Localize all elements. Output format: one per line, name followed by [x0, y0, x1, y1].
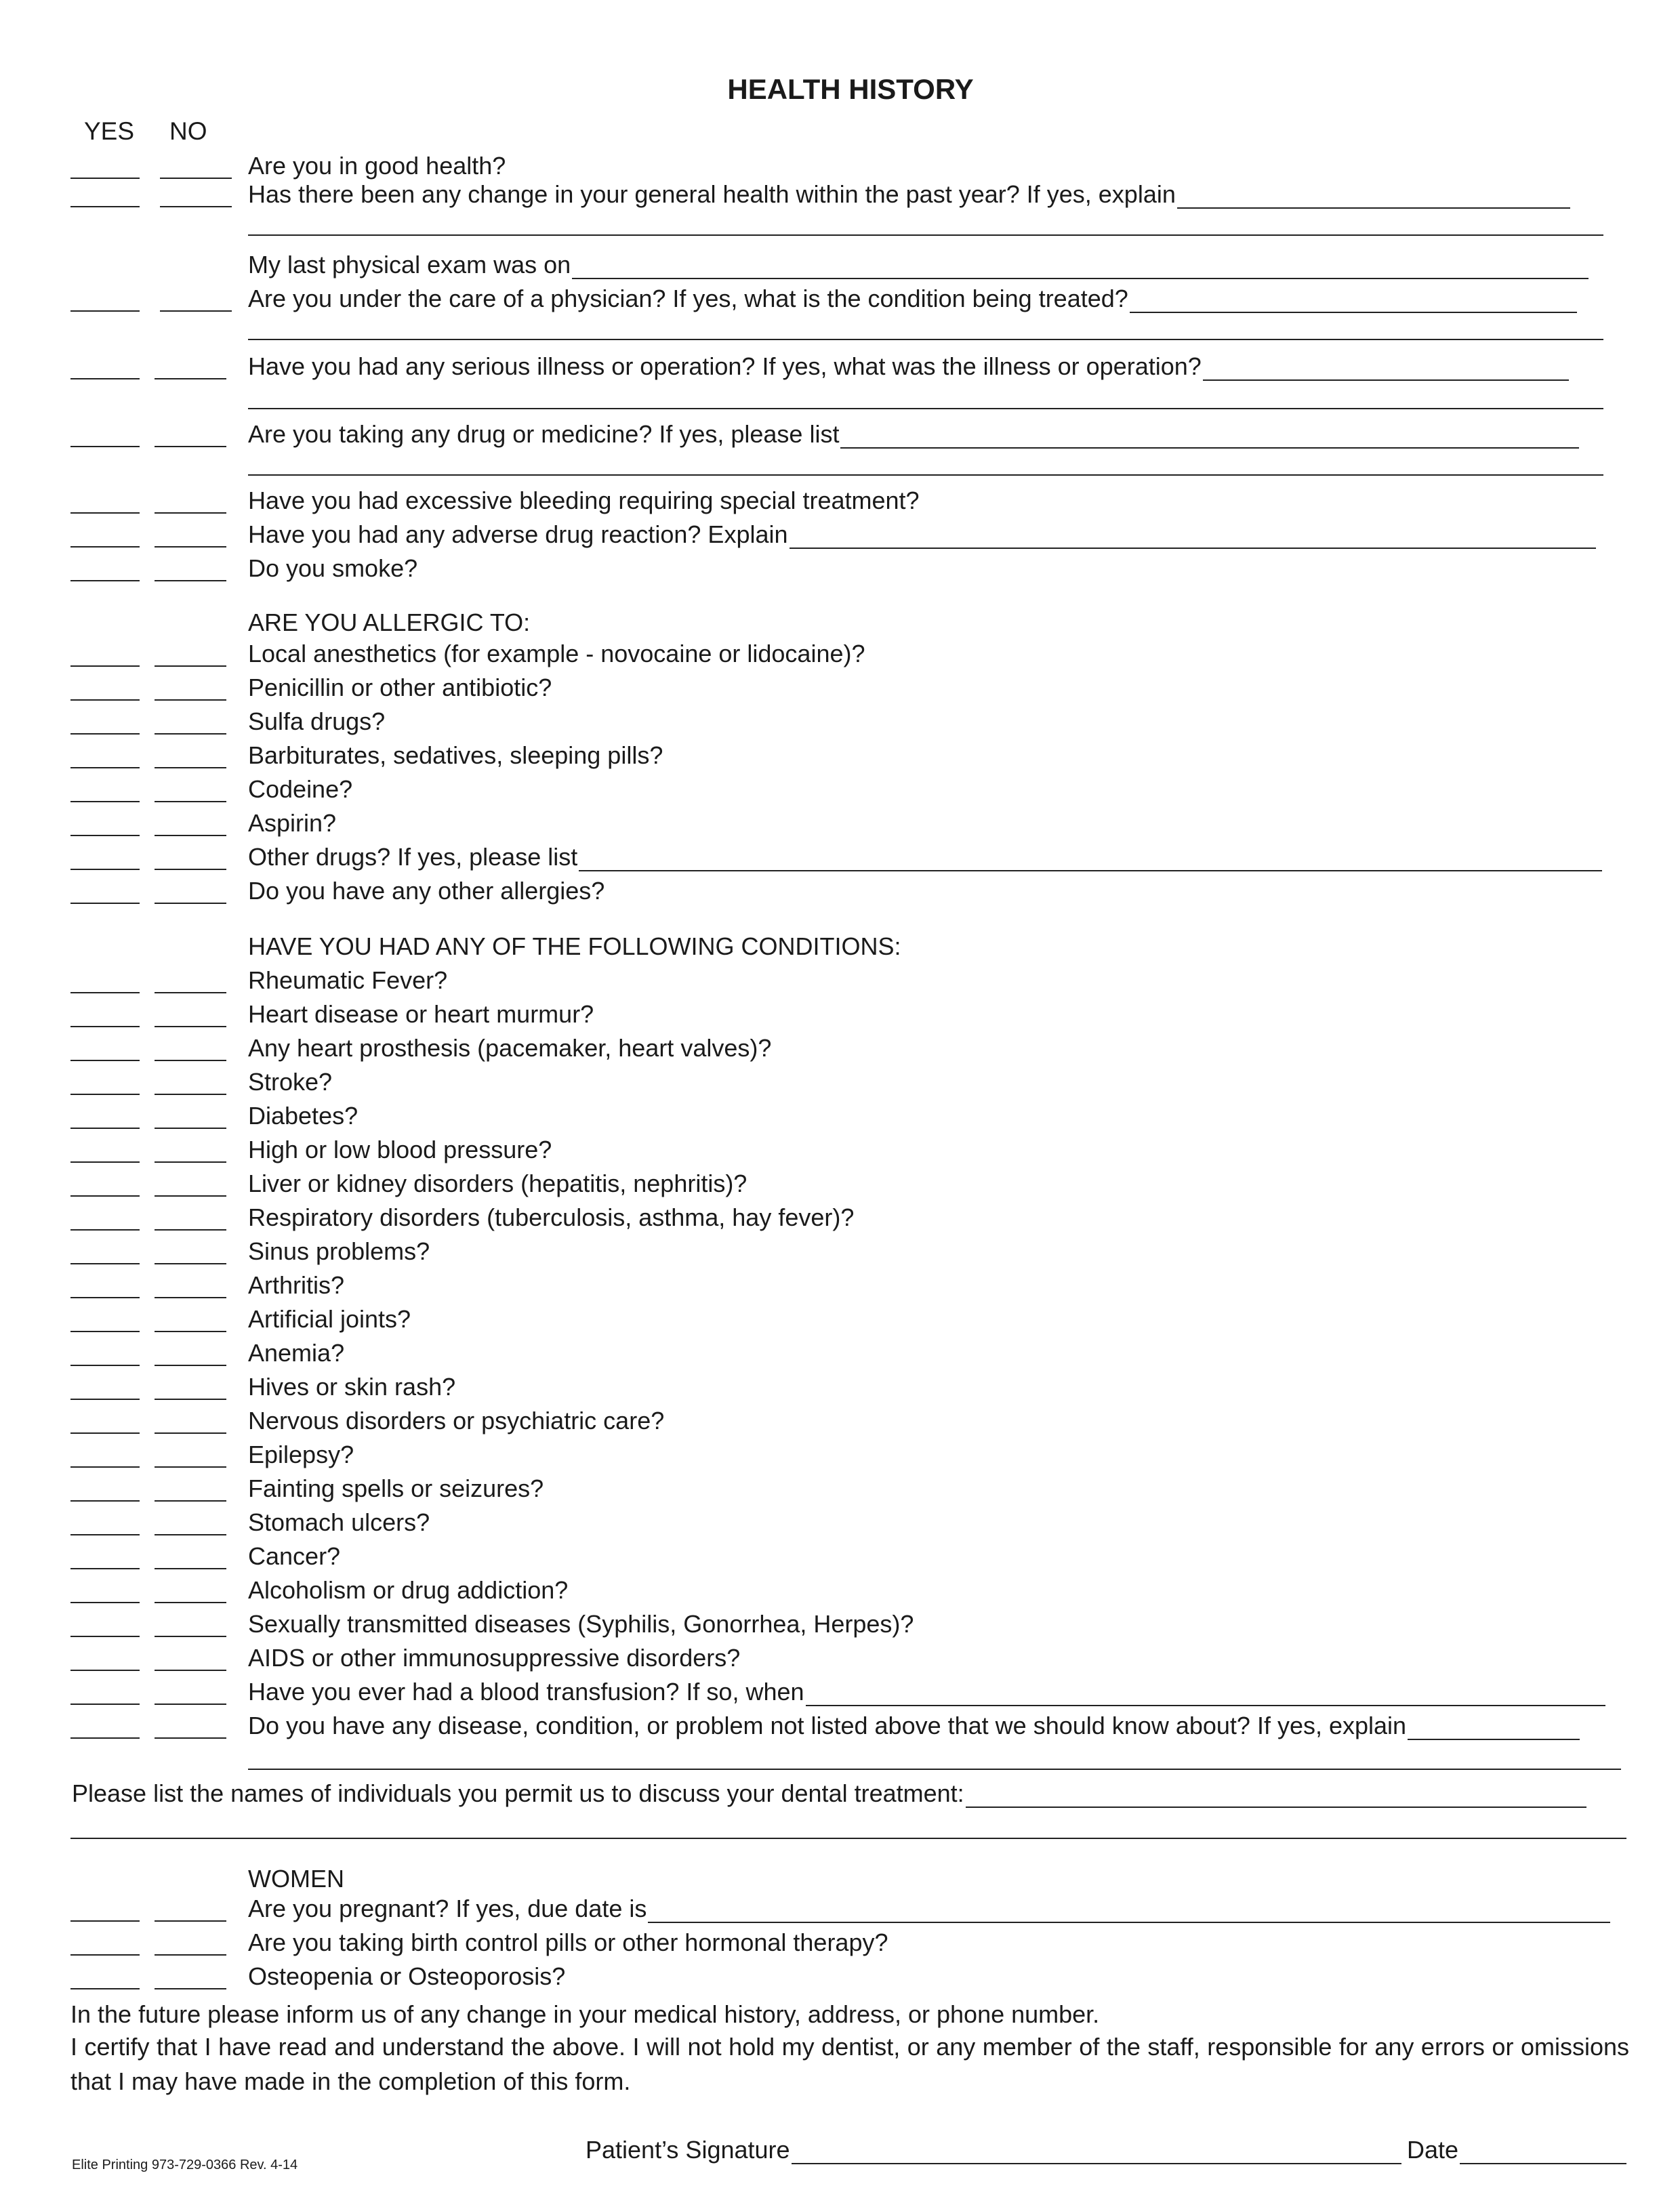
- question-text: High or low blood pressure?: [248, 1136, 552, 1163]
- question-text: Nervous disorders or psychiatric care?: [248, 1407, 665, 1434]
- question-text: My last physical exam was on: [248, 251, 571, 278]
- yes-blank[interactable]: [70, 1026, 140, 1027]
- yes-blank[interactable]: [70, 1988, 140, 1989]
- question-text: Are you pregnant? If yes, due date is: [248, 1895, 647, 1922]
- yes-blank[interactable]: [70, 665, 140, 667]
- question-text: Local anesthetics (for example - novocaine or lidocaine)?: [248, 640, 865, 667]
- question-text: Stomach ulcers?: [248, 1508, 430, 1536]
- no-blank[interactable]: [155, 1432, 226, 1434]
- yes-blank[interactable]: [70, 378, 140, 379]
- question-text: Fainting spells or seizures?: [248, 1474, 544, 1502]
- yes-blank[interactable]: [70, 1920, 140, 1922]
- no-blank[interactable]: [155, 1297, 226, 1298]
- yes-blank[interactable]: [70, 1432, 140, 1434]
- answer-line[interactable]: [648, 1899, 1610, 1923]
- question-text: Other drugs? If yes, please list: [248, 843, 578, 871]
- question-row: [0, 1170, 1680, 1203]
- yes-blank[interactable]: [70, 801, 140, 802]
- permit-line[interactable]: [966, 1783, 1586, 1808]
- question-row: [0, 1339, 1680, 1373]
- yes-blank[interactable]: [70, 1466, 140, 1468]
- question-row: [0, 1441, 1680, 1474]
- question-text: Penicillin or other antibiotic?: [248, 674, 552, 701]
- yes-blank[interactable]: [70, 1399, 140, 1400]
- question-row: [0, 1102, 1680, 1136]
- question-text: Are you in good health?: [248, 152, 506, 180]
- answer-line[interactable]: [248, 339, 1603, 340]
- question-row: [0, 1678, 1680, 1712]
- question-text: AIDS or other immunosuppressive disorders?: [248, 1644, 741, 1672]
- question-row: [0, 1542, 1680, 1576]
- question-row: [0, 1237, 1680, 1271]
- question-row: [0, 251, 1680, 285]
- yes-blank[interactable]: [70, 310, 140, 312]
- no-blank[interactable]: [155, 1954, 226, 1956]
- question-text: Do you have any disease, condition, or problem not listed above that we should know about? If yes, explain: [248, 1712, 1407, 1739]
- no-blank[interactable]: [155, 1704, 226, 1705]
- question-text: Barbiturates, sedatives, sleeping pills?: [248, 741, 663, 769]
- no-blank[interactable]: [155, 1128, 226, 1129]
- yes-blank[interactable]: [70, 1670, 140, 1671]
- question-text: Alcoholism or drug addiction?: [248, 1576, 569, 1604]
- answer-line[interactable]: [579, 847, 1602, 871]
- no-blank[interactable]: [155, 580, 226, 581]
- no-blank[interactable]: [160, 206, 232, 207]
- answer-line[interactable]: [248, 474, 1603, 476]
- question-row: [0, 1895, 1680, 1928]
- answer-line[interactable]: [840, 424, 1579, 449]
- no-blank[interactable]: [155, 1094, 226, 1095]
- question-text: Are you taking birth control pills or other hormonal therapy?: [248, 1928, 888, 1956]
- question-text: Has there been any change in your general health within the past year? If yes, explain: [248, 180, 1176, 208]
- answer-line[interactable]: [1203, 356, 1569, 381]
- yes-blank[interactable]: [70, 1229, 140, 1231]
- yes-blank[interactable]: [70, 1195, 140, 1197]
- question-row: [0, 1000, 1680, 1034]
- question-text: Hives or skin rash?: [248, 1373, 456, 1401]
- no-blank[interactable]: [155, 1500, 226, 1502]
- question-row: [0, 877, 1680, 911]
- women-heading: WOMEN: [248, 1865, 344, 1893]
- question-text: Are you under the care of a physician? If yes, what is the condition being treated?: [248, 285, 1128, 312]
- permit-label: Please list the names of individuals you permit us to discuss your dental treatment:: [72, 1779, 964, 1807]
- yes-blank[interactable]: [70, 1161, 140, 1163]
- yes-blank[interactable]: [70, 835, 140, 836]
- permit-row: [0, 1779, 1680, 1813]
- answer-line[interactable]: [248, 408, 1603, 409]
- form-title: HEALTH HISTORY: [727, 73, 974, 105]
- question-row: [0, 1712, 1680, 1746]
- no-blank[interactable]: [155, 1988, 226, 1989]
- answer-line[interactable]: [1177, 184, 1570, 209]
- yes-blank[interactable]: [70, 206, 140, 207]
- question-row: [0, 809, 1680, 843]
- no-blank[interactable]: [155, 1229, 226, 1231]
- no-blank[interactable]: [155, 1331, 226, 1332]
- question-row: [0, 843, 1680, 877]
- question-row: [0, 1068, 1680, 1102]
- signature-label: Patient’s Signature: [586, 2136, 790, 2164]
- no-blank[interactable]: [155, 1263, 226, 1264]
- no-blank[interactable]: [155, 1466, 226, 1468]
- no-blank[interactable]: [155, 446, 226, 447]
- answer-line[interactable]: [70, 1838, 1626, 1839]
- yes-blank[interactable]: [70, 1534, 140, 1535]
- question-text: Sulfa drugs?: [248, 707, 386, 735]
- no-blank[interactable]: [155, 1365, 226, 1366]
- question-text: Heart disease or heart murmur?: [248, 1000, 594, 1028]
- no-blank[interactable]: [155, 992, 226, 993]
- printer-footer: Elite Printing 973-729-0366 Rev. 4-14: [72, 2158, 298, 2172]
- no-blank[interactable]: [155, 665, 226, 667]
- no-blank[interactable]: [155, 1026, 226, 1027]
- question-row: [0, 1928, 1680, 1962]
- no-blank[interactable]: [155, 1737, 226, 1739]
- no-blank[interactable]: [155, 1568, 226, 1569]
- no-blank[interactable]: [155, 1534, 226, 1535]
- no-column-header: NO: [169, 117, 207, 145]
- question-row: [0, 420, 1680, 454]
- question-row: [0, 1373, 1680, 1407]
- question-row: [0, 1305, 1680, 1339]
- no-blank[interactable]: [155, 767, 226, 768]
- question-row: [0, 1610, 1680, 1644]
- yes-blank[interactable]: [70, 1954, 140, 1956]
- yes-blank[interactable]: [70, 546, 140, 548]
- yes-blank[interactable]: [70, 1331, 140, 1332]
- yes-blank[interactable]: [70, 446, 140, 447]
- yes-blank[interactable]: [70, 1128, 140, 1129]
- question-text: Epilepsy?: [248, 1441, 354, 1468]
- no-blank[interactable]: [155, 903, 226, 904]
- question-row: [0, 674, 1680, 707]
- answer-line[interactable]: [806, 1682, 1605, 1706]
- question-row: [0, 775, 1680, 809]
- question-row: [0, 180, 1680, 214]
- yes-blank[interactable]: [70, 1060, 140, 1061]
- no-blank[interactable]: [155, 1060, 226, 1061]
- no-blank[interactable]: [155, 1399, 226, 1400]
- question-row: [0, 741, 1680, 775]
- yes-blank[interactable]: [70, 580, 140, 581]
- question-text: Osteopenia or Osteoporosis?: [248, 1962, 566, 1990]
- question-text: Do you have any other allergies?: [248, 877, 605, 905]
- yes-blank[interactable]: [70, 1263, 140, 1264]
- yes-blank[interactable]: [70, 992, 140, 993]
- no-blank[interactable]: [155, 869, 226, 870]
- answer-line[interactable]: [248, 234, 1603, 236]
- question-text: Any heart prosthesis (pacemaker, heart valves)?: [248, 1034, 772, 1062]
- yes-blank[interactable]: [70, 903, 140, 904]
- certify-text: I certify that I have read and understand the above. I will not hold my dentist, or any member of the staff, responsible for any errors or omissions that I may have made in the completion of this form.: [70, 2033, 1629, 2095]
- no-blank[interactable]: [155, 1195, 226, 1197]
- answer-line[interactable]: [790, 524, 1596, 549]
- no-blank[interactable]: [155, 1670, 226, 1671]
- yes-blank[interactable]: [70, 1568, 140, 1569]
- question-row: [0, 966, 1680, 1000]
- question-text: Have you had any serious illness or operation? If yes, what was the illness or operation?: [248, 352, 1202, 380]
- question-row: [0, 1034, 1680, 1068]
- no-blank[interactable]: [155, 512, 226, 514]
- yes-blank[interactable]: [70, 178, 140, 179]
- yes-blank[interactable]: [70, 1094, 140, 1095]
- allergic-heading: ARE YOU ALLERGIC TO:: [248, 608, 531, 636]
- question-row: [0, 554, 1680, 588]
- question-text: Are you taking any drug or medicine? If yes, please list: [248, 420, 840, 448]
- yes-blank[interactable]: [70, 1297, 140, 1298]
- question-text: Sexually transmitted diseases (Syphilis, Gonorrhea, Herpes)?: [248, 1610, 914, 1638]
- question-text: Arthritis?: [248, 1271, 345, 1299]
- yes-blank[interactable]: [70, 733, 140, 735]
- yes-blank[interactable]: [70, 1737, 140, 1739]
- question-row: [0, 1962, 1680, 1996]
- question-row: [0, 1474, 1680, 1508]
- no-blank[interactable]: [155, 1636, 226, 1637]
- conditions-heading: HAVE YOU HAD ANY OF THE FOLLOWING CONDITIONS:: [248, 932, 901, 960]
- question-text: Have you had any adverse drug reaction? Explain: [248, 520, 788, 548]
- no-blank[interactable]: [155, 835, 226, 836]
- no-blank[interactable]: [160, 310, 232, 312]
- question-row: [0, 707, 1680, 741]
- date-line[interactable]: [1460, 2140, 1626, 2164]
- question-text: Respiratory disorders (tuberculosis, asthma, hay fever)?: [248, 1203, 855, 1231]
- question-text: Rheumatic Fever?: [248, 966, 448, 994]
- question-row: [0, 352, 1680, 386]
- yes-blank[interactable]: [70, 699, 140, 701]
- signature-line[interactable]: [792, 2140, 1401, 2164]
- question-text: Diabetes?: [248, 1102, 358, 1130]
- yes-blank[interactable]: [70, 1500, 140, 1502]
- yes-blank[interactable]: [70, 1602, 140, 1603]
- question-row: [0, 1576, 1680, 1610]
- question-text: Aspirin?: [248, 809, 337, 837]
- question-text: Anemia?: [248, 1339, 345, 1367]
- answer-line[interactable]: [1408, 1716, 1580, 1740]
- question-text: Stroke?: [248, 1068, 333, 1096]
- question-row: [0, 640, 1680, 674]
- no-blank[interactable]: [155, 699, 226, 701]
- yes-blank[interactable]: [70, 1636, 140, 1637]
- answer-line[interactable]: [1130, 289, 1577, 313]
- question-text: Cancer?: [248, 1542, 341, 1570]
- no-blank[interactable]: [155, 378, 226, 379]
- question-text: Liver or kidney disorders (hepatitis, nephritis)?: [248, 1170, 747, 1197]
- answer-line[interactable]: [248, 1769, 1621, 1770]
- no-blank[interactable]: [155, 546, 226, 548]
- question-text: Do you smoke?: [248, 554, 418, 582]
- no-blank[interactable]: [155, 801, 226, 802]
- yes-blank[interactable]: [70, 512, 140, 514]
- question-text: Sinus problems?: [248, 1237, 430, 1265]
- no-blank[interactable]: [155, 733, 226, 735]
- no-blank[interactable]: [155, 1602, 226, 1603]
- yes-column-header: YES: [84, 117, 135, 145]
- date-label: Date: [1407, 2136, 1459, 2164]
- yes-blank[interactable]: [70, 1704, 140, 1705]
- no-blank[interactable]: [160, 178, 232, 179]
- question-row: [0, 1271, 1680, 1305]
- question-text: Have you had excessive bleeding requiring special treatment?: [248, 487, 920, 514]
- no-blank[interactable]: [155, 1161, 226, 1163]
- question-row: [0, 1203, 1680, 1237]
- yes-blank[interactable]: [70, 767, 140, 768]
- question-text: Artificial joints?: [248, 1305, 411, 1333]
- yes-blank[interactable]: [70, 869, 140, 870]
- no-blank[interactable]: [155, 1920, 226, 1922]
- inform-text: In the future please inform us of any change in your medical history, address, or phone number.: [70, 2000, 1100, 2028]
- question-row: [0, 1407, 1680, 1441]
- exam-date-line[interactable]: [572, 255, 1589, 279]
- question-row: [0, 487, 1680, 520]
- question-row: [0, 1644, 1680, 1678]
- question-row: [0, 1508, 1680, 1542]
- question-row: [0, 1136, 1680, 1170]
- question-text: Codeine?: [248, 775, 353, 803]
- yes-blank[interactable]: [70, 1365, 140, 1366]
- question-row: [0, 520, 1680, 554]
- question-text: Have you ever had a blood transfusion? If so, when: [248, 1678, 804, 1706]
- question-row: [0, 285, 1680, 318]
